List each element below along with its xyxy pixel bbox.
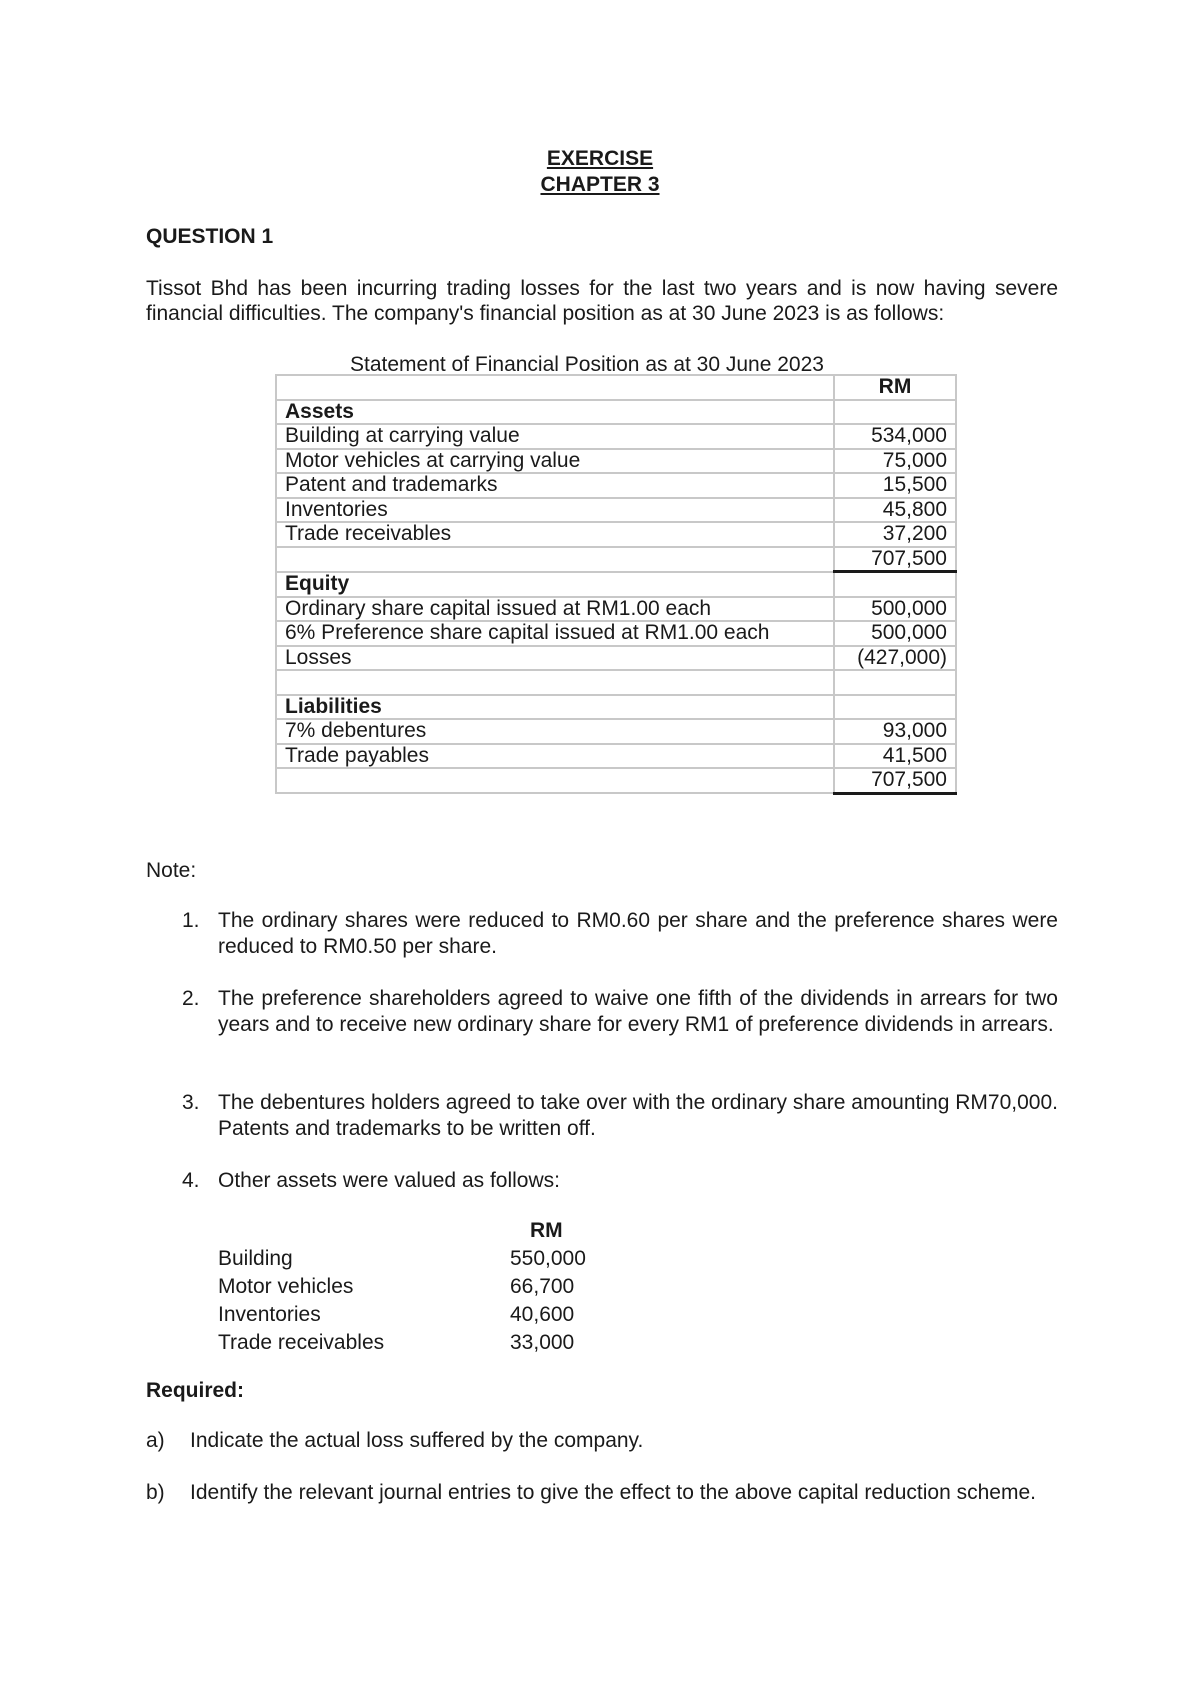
- row-amount: 93,000: [834, 719, 956, 744]
- valuation-currency-header: RM: [530, 1219, 563, 1242]
- note-item-3: [146, 1090, 1058, 1142]
- row-amount: 500,000: [834, 597, 956, 622]
- table-cell: [276, 768, 834, 793]
- liabilities-heading: Liabilities: [276, 695, 834, 720]
- table-row: [276, 424, 956, 449]
- spacer-row: [276, 670, 956, 695]
- required-item-a: [146, 1428, 1058, 1454]
- row-amount: 75,000: [834, 449, 956, 474]
- row-amount: 500,000: [834, 621, 956, 646]
- table-cell: [834, 670, 956, 695]
- row-label: Trade receivables: [276, 522, 834, 547]
- assets-total-row: [276, 547, 956, 572]
- note-number: 1.: [182, 909, 200, 932]
- table-row: [276, 449, 956, 474]
- table-cell: [276, 375, 834, 400]
- table-cell: [276, 547, 834, 572]
- note-text: The debentures holders agreed to take over with the ordinary share amounting RM70,000. Patents and trademarks to be written off.: [218, 1091, 1058, 1140]
- currency-header: RM: [834, 375, 956, 400]
- required-text: Identify the relevant journal entries to give the effect to the above capital reduction scheme.: [190, 1481, 1036, 1504]
- valuation-amount: 66,700: [510, 1275, 575, 1298]
- required-letter: b): [146, 1481, 165, 1504]
- list-item: [218, 1274, 718, 1302]
- note-number: 2.: [182, 987, 200, 1010]
- note-text: Other assets were valued as follows:: [218, 1169, 560, 1192]
- note-text: The ordinary shares were reduced to RM0.60 per share and the preference shares were reduced to RM0.50 per share.: [218, 909, 1058, 958]
- valuation-label: Trade receivables: [218, 1331, 385, 1354]
- table-cell: [834, 400, 956, 425]
- row-amount: 45,800: [834, 498, 956, 523]
- table-cell: [276, 670, 834, 695]
- table-row: [276, 744, 956, 769]
- row-label: Ordinary share capital issued at RM1.00 each: [276, 597, 834, 622]
- table-header-row: [276, 375, 956, 400]
- row-amount: 37,200: [834, 522, 956, 547]
- table-row: [276, 498, 956, 523]
- row-label: 7% debentures: [276, 719, 834, 744]
- row-label: 6% Preference share capital issued at RM1.00 each: [276, 621, 834, 646]
- title-chapter: CHAPTER 3: [540, 173, 660, 196]
- table-row: [276, 621, 956, 646]
- table-cell: [834, 572, 956, 597]
- table-row: [276, 522, 956, 547]
- list-item: [218, 1246, 718, 1274]
- required-letter: a): [146, 1429, 165, 1452]
- row-amount: 41,500: [834, 744, 956, 769]
- valuation-label: Building: [218, 1247, 293, 1270]
- row-amount: (427,000): [834, 646, 956, 671]
- financial-position-table: [275, 374, 957, 795]
- section-row-equity: [276, 572, 956, 597]
- row-label: Trade payables: [276, 744, 834, 769]
- valuation-amount: 33,000: [510, 1331, 575, 1354]
- required-heading: Required:: [146, 1379, 245, 1402]
- assets-heading: Assets: [276, 400, 834, 425]
- table-row: [276, 597, 956, 622]
- required-item-b: [146, 1480, 1058, 1506]
- valuation-amount: 40,600: [510, 1303, 575, 1326]
- note-label: Note:: [146, 859, 197, 882]
- table-cell: [834, 695, 956, 720]
- title-block: [0, 146, 1200, 198]
- note-item-2: [146, 986, 1058, 1038]
- title-exercise: EXERCISE: [546, 147, 654, 170]
- note-item-4: [146, 1168, 1058, 1194]
- note-number: 3.: [182, 1091, 200, 1114]
- liabilities-total-row: [276, 768, 956, 793]
- question-intro: Tissot Bhd has been incurring trading losses for the last two years and is now having severe financial difficulties. The company's financial position as at 30 June 2023 is as follows:: [146, 277, 1058, 325]
- row-amount: 534,000: [834, 424, 956, 449]
- required-text: Indicate the actual loss suffered by the company.: [190, 1429, 644, 1452]
- row-label: Inventories: [276, 498, 834, 523]
- statement-title: Statement of Financial Position as at 30 June 2023: [350, 353, 824, 376]
- section-row-liabilities: [276, 695, 956, 720]
- row-label: Building at carrying value: [276, 424, 834, 449]
- note-text: The preference shareholders agreed to waive one fifth of the dividends in arrears for two years and to receive new ordinary share for every RM1 of preference dividends in arrears.: [218, 987, 1058, 1036]
- row-label: Motor vehicles at carrying value: [276, 449, 834, 474]
- section-row-assets: [276, 400, 956, 425]
- row-amount: 15,500: [834, 473, 956, 498]
- liabilities-total: 707,500: [834, 768, 956, 793]
- table-row: [276, 473, 956, 498]
- valuation-label: Motor vehicles: [218, 1275, 354, 1298]
- row-label: Patent and trademarks: [276, 473, 834, 498]
- assets-total: 707,500: [834, 547, 956, 572]
- table-row: [276, 646, 956, 671]
- question-heading: QUESTION 1: [146, 225, 274, 248]
- valuation-amount: 550,000: [510, 1247, 586, 1270]
- note-number: 4.: [182, 1169, 200, 1192]
- valuation-label: Inventories: [218, 1303, 321, 1326]
- note-item-1: [146, 908, 1058, 960]
- equity-heading: Equity: [276, 572, 834, 597]
- table-row: [276, 719, 956, 744]
- list-item: [218, 1302, 718, 1330]
- list-item: [218, 1330, 718, 1358]
- row-label: Losses: [276, 646, 834, 671]
